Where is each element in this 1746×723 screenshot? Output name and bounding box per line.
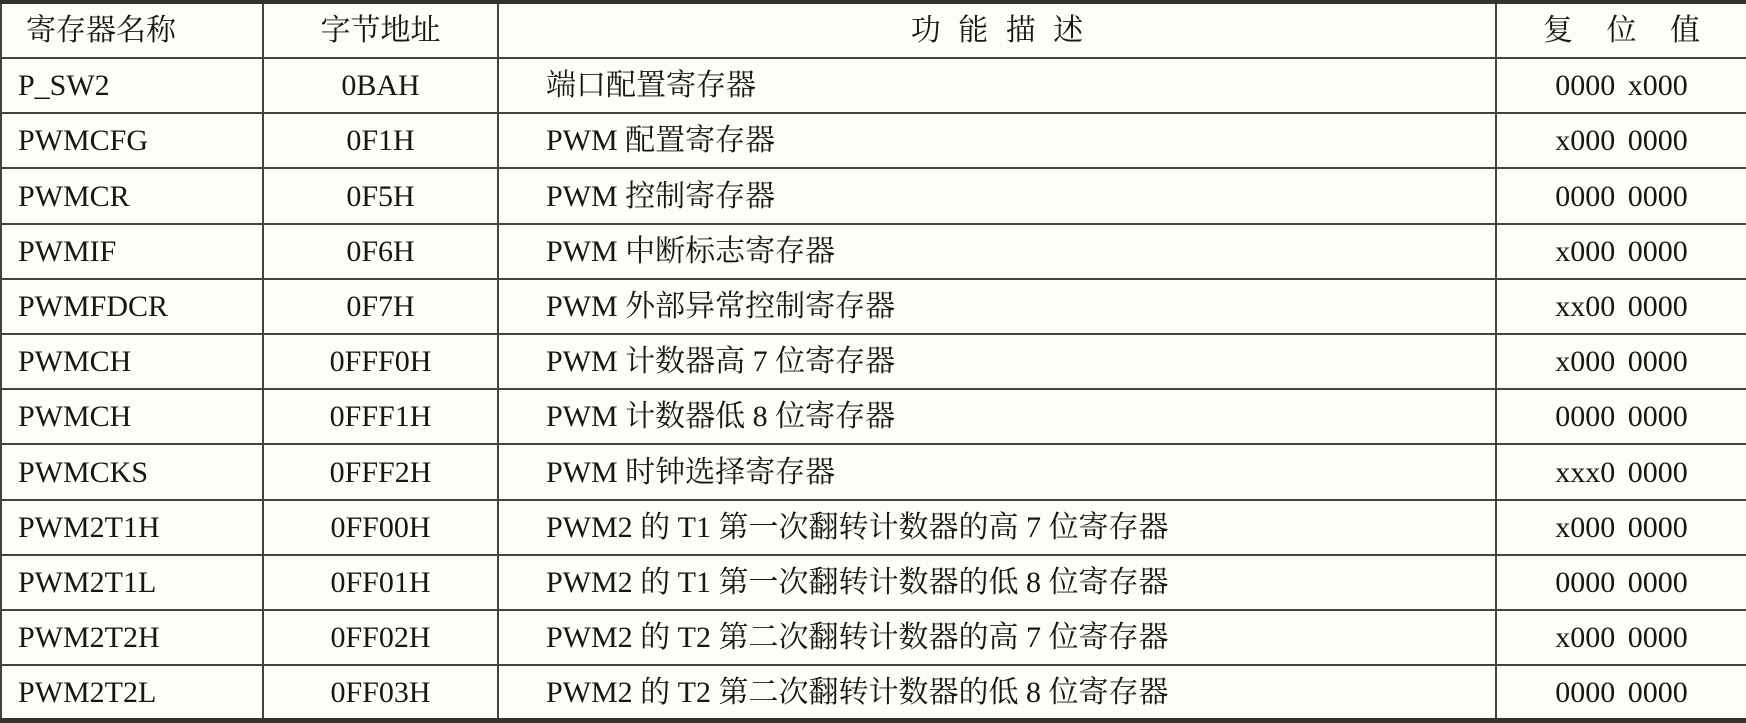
column-header-byte-address: 字节地址 xyxy=(263,2,498,58)
table-row xyxy=(1,555,1746,610)
register-name-cell: PWMIF xyxy=(1,224,263,279)
register-name-cell: PWMCH xyxy=(1,389,263,444)
register-name-cell: PWM2T1L xyxy=(1,555,263,610)
column-header-register-name: 寄存器名称 xyxy=(1,2,263,58)
table-body xyxy=(1,58,1746,721)
reset-value-cell: xxx0 0000 xyxy=(1496,444,1746,499)
table-row xyxy=(1,113,1746,168)
byte-address-cell: 0FF01H xyxy=(263,555,498,610)
description-cell: PWM2 的 T1 第一次翻转计数器的低 8 位寄存器 xyxy=(498,555,1496,610)
table-row xyxy=(1,334,1746,389)
register-name-cell: PWMFDCR xyxy=(1,279,263,334)
reset-value-cell: x000 0000 xyxy=(1496,500,1746,555)
byte-address-cell: 0FFF0H xyxy=(263,334,498,389)
table-row xyxy=(1,444,1746,499)
reset-value-cell: 0000 0000 xyxy=(1496,665,1746,720)
description-cell: PWM 控制寄存器 xyxy=(498,168,1496,223)
table-row xyxy=(1,665,1746,720)
description-cell: PWM2 的 T2 第二次翻转计数器的高 7 位寄存器 xyxy=(498,610,1496,665)
byte-address-cell: 0FFF2H xyxy=(263,444,498,499)
table-row xyxy=(1,168,1746,223)
byte-address-cell: 0F6H xyxy=(263,224,498,279)
reset-value-cell: 0000 0000 xyxy=(1496,168,1746,223)
register-name-cell: P_SW2 xyxy=(1,58,263,113)
reset-value-cell: x000 0000 xyxy=(1496,113,1746,168)
description-cell: PWM2 的 T1 第一次翻转计数器的高 7 位寄存器 xyxy=(498,500,1496,555)
column-header-function-description: 功 能 描 述 xyxy=(498,2,1496,58)
description-cell: PWM 外部异常控制寄存器 xyxy=(498,279,1496,334)
register-name-cell: PWMCKS xyxy=(1,444,263,499)
header-row xyxy=(1,2,1746,58)
byte-address-cell: 0F7H xyxy=(263,279,498,334)
description-cell: 端口配置寄存器 xyxy=(498,58,1496,113)
table-row xyxy=(1,224,1746,279)
reset-value-cell: x000 0000 xyxy=(1496,610,1746,665)
byte-address-cell: 0F1H xyxy=(263,113,498,168)
register-name-cell: PWMCH xyxy=(1,334,263,389)
register-name-cell: PWM2T2H xyxy=(1,610,263,665)
reset-value-cell: 0000 x000 xyxy=(1496,58,1746,113)
register-name-cell: PWMCR xyxy=(1,168,263,223)
table-row xyxy=(1,610,1746,665)
byte-address-cell: 0BAH xyxy=(263,58,498,113)
table-row xyxy=(1,58,1746,113)
reset-value-cell: 0000 0000 xyxy=(1496,555,1746,610)
register-name-cell: PWMCFG xyxy=(1,113,263,168)
description-cell: PWM 计数器高 7 位寄存器 xyxy=(498,334,1496,389)
table-header xyxy=(1,2,1746,58)
byte-address-cell: 0FF00H xyxy=(263,500,498,555)
byte-address-cell: 0FFF1H xyxy=(263,389,498,444)
reset-value-cell: x000 0000 xyxy=(1496,224,1746,279)
register-name-cell: PWM2T1H xyxy=(1,500,263,555)
description-cell: PWM 时钟选择寄存器 xyxy=(498,444,1496,499)
column-header-reset-value: 复 位 值 xyxy=(1496,2,1746,58)
table-row xyxy=(1,389,1746,444)
description-cell: PWM 配置寄存器 xyxy=(498,113,1496,168)
reset-value-cell: x000 0000 xyxy=(1496,334,1746,389)
reset-value-cell: xx00 0000 xyxy=(1496,279,1746,334)
table-row xyxy=(1,500,1746,555)
table-row xyxy=(1,279,1746,334)
description-cell: PWM 计数器低 8 位寄存器 xyxy=(498,389,1496,444)
byte-address-cell: 0F5H xyxy=(263,168,498,223)
register-name-cell: PWM2T2L xyxy=(1,665,263,720)
description-cell: PWM2 的 T2 第二次翻转计数器的低 8 位寄存器 xyxy=(498,665,1496,720)
byte-address-cell: 0FF02H xyxy=(263,610,498,665)
byte-address-cell: 0FF03H xyxy=(263,665,498,720)
reset-value-cell: 0000 0000 xyxy=(1496,389,1746,444)
description-cell: PWM 中断标志寄存器 xyxy=(498,224,1496,279)
